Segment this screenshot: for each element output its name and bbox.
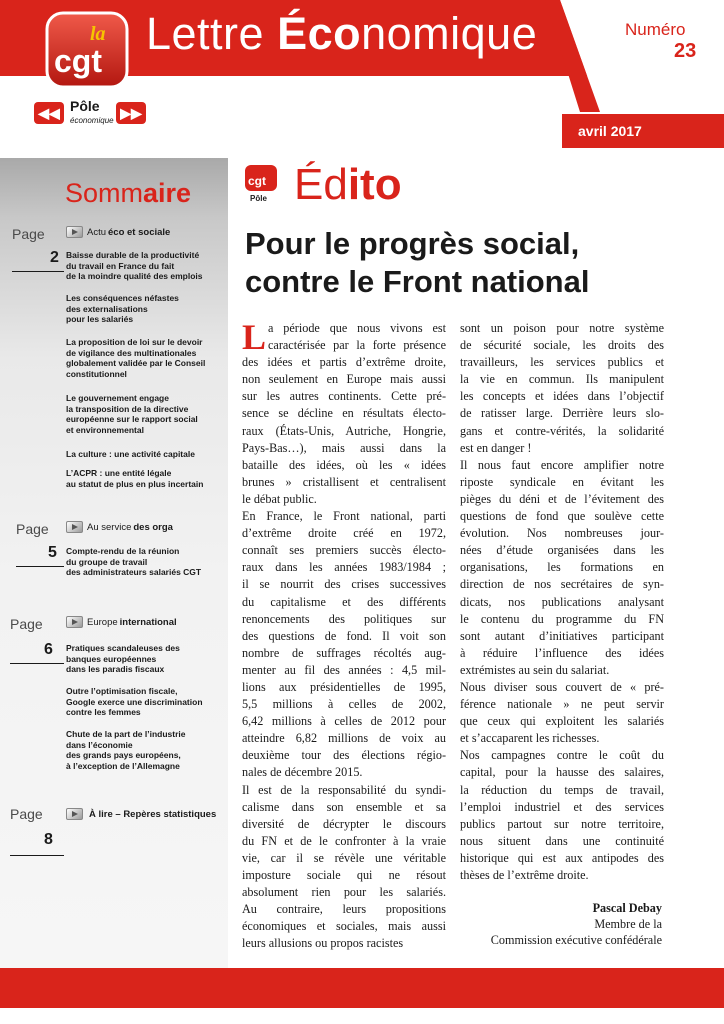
page-rule: [12, 271, 64, 272]
article-line: sont un poison pour notre système: [460, 321, 664, 335]
article-line: du FN et de le confronter à la vraie: [242, 833, 446, 848]
page-rule: [10, 855, 64, 856]
article-line: l’emploi industriel et des services: [460, 799, 664, 814]
signature-block: [470, 900, 662, 948]
article-line: atteindre 6,82 millions de voix au: [242, 731, 446, 746]
article-line: Au contraire, leurs propositions: [242, 902, 446, 917]
article-line: pièges du déni et de l’évitement des: [460, 491, 664, 506]
article-line: connaît ses premiers succès électo-: [242, 543, 446, 558]
article-line: lions aux présidentielles de 1995,: [242, 679, 446, 694]
pole-economique-badge: [34, 96, 146, 132]
article-line: sont autant d’initiatives participant: [460, 628, 664, 643]
article-line: publics partout sur notre territoire,: [460, 816, 664, 831]
article-line: du capitalisme et des différents: [242, 594, 446, 609]
issue-number-value: 23: [674, 40, 697, 62]
article-line: organisations, les formations en: [460, 560, 664, 575]
publication-title: Lettre Économique: [146, 8, 538, 59]
article-column-1: [242, 317, 446, 952]
page-number: 5: [48, 544, 57, 561]
article-line: et s’accaparent les richesses.: [460, 731, 600, 746]
page-rule: [10, 663, 64, 664]
pole-title: Pôle: [70, 98, 100, 114]
article-line: Pays-Bas…), mais aussi dans la: [242, 440, 446, 455]
article-line: dicats, nos publications analysant: [460, 594, 664, 609]
page-number: 8: [44, 831, 53, 848]
section-heading-a-lire[interactable]: À lire – Repères statistiques: [66, 808, 216, 820]
article-line: 5,5 millions à celles de 2002,: [242, 697, 446, 712]
article-line: caractérisée par la forte présence: [268, 338, 446, 353]
article-line: le débat public.: [242, 491, 317, 506]
article-line: imposture sociale qui ne résout: [242, 868, 446, 882]
toc-item[interactable]: L’ACPR : une entité légale au statut de plus en plus incertain: [66, 468, 204, 489]
cgt-logo: [44, 10, 130, 90]
pole-subtitle: économique: [70, 116, 114, 125]
article-line: économiques et sociales, mais aussi: [242, 919, 446, 934]
page-number: 6: [44, 641, 53, 658]
article-line: deuxième tour des élections régio-: [242, 748, 446, 763]
article-line: sence se décline en résultats électo-: [242, 406, 446, 421]
article-line: Nous diviser sous couvert de « pré-: [460, 679, 664, 694]
article-line: raux (États-Unis, Autriche, Hongrie,: [242, 423, 446, 438]
article-line: la vie en commun. Ils manipulent: [460, 372, 664, 387]
article-line: férence nationale » ne peut servir: [460, 697, 664, 712]
toc-item[interactable]: La culture : une activité capitale: [66, 449, 195, 459]
article-line: historique qui est aux antipodes des: [460, 850, 664, 865]
author-name: Pascal Debay: [592, 901, 662, 915]
edito-headline: Pour le progrès social, contre le Front national: [245, 226, 590, 299]
article-line: d’extrême droite créé en 1972,: [242, 526, 446, 541]
arrow-icon: [66, 808, 83, 820]
forward-arrows-icon: ▶▶: [116, 102, 146, 124]
article-line: nées d’étude organisées dans les: [460, 543, 664, 558]
article-line: menter au fil des années : 4,5 mil-: [242, 662, 446, 677]
issue-number-label: Numéro: [625, 20, 686, 39]
article-line: capital, pour la hausse des salaires,: [460, 765, 664, 780]
article-line: direction de nos secrétaires de syn-: [460, 577, 664, 592]
drop-cap: L: [242, 317, 267, 357]
article-line: non seulement en Europe mais aussi: [242, 372, 446, 387]
article-line: le contenu du programme du FN: [460, 611, 664, 626]
toc-item[interactable]: Outre l’optimisation fiscale, Google exerce une discrimination contre les femmes: [66, 686, 203, 717]
article-line: brunes » cristallisent et centralisent: [242, 474, 446, 489]
article-line: sur les autres continents. Cette pré-: [242, 389, 446, 404]
article-line: En France, le Front national, parti: [242, 509, 446, 524]
article-line: raux dans les années 1983/1984 ;: [242, 560, 446, 575]
toc-item[interactable]: Pratiques scandaleuses des banques européennes dans les paradis fiscaux: [66, 643, 180, 674]
toc-item[interactable]: Compte-rendu de la réunion du groupe de travail des administrateurs salariés CGT: [66, 546, 202, 577]
sommaire-title: Sommaire: [65, 178, 192, 208]
section-heading-actu[interactable]: Actu éco et sociale: [66, 226, 170, 238]
article-line: Nos campagnes contre le coût du: [460, 748, 664, 763]
article-line: Il est de la responsabilité du syndi-: [242, 782, 446, 797]
arrow-icon: [66, 521, 83, 533]
article-line: leurs allusions ou propos racistes: [242, 936, 404, 951]
toc-item[interactable]: Chute de la part de l’industrie dans l’économie des grands pays européens, à l’exception de l’Allemagne: [66, 729, 186, 771]
article-line: absolument rien pour les salariés.: [242, 885, 446, 900]
article-line: travailleurs, les services publics et: [460, 355, 664, 370]
article-line: diversité de décrypter le discours: [242, 816, 446, 831]
logo-cgt-text: cgt: [54, 43, 102, 79]
article-line: de ratisser large. Derrière leurs slo-: [460, 406, 664, 421]
arrow-icon: [66, 616, 83, 628]
issue-date: avril 2017: [562, 114, 724, 148]
article-line: la réduction du temps de travail,: [460, 782, 664, 797]
author-role: Membre de la: [594, 917, 662, 931]
article-line: vie, car il se révèle une véritable: [242, 850, 446, 865]
article-line: est en danger !: [460, 440, 532, 455]
page-label: Page: [10, 616, 43, 632]
page-label: Page: [16, 521, 49, 537]
edito-cgt-logo: [244, 164, 278, 204]
article-line: évolution. Nos nombreuses jour-: [460, 526, 664, 541]
toc-item[interactable]: La proposition de loi sur le devoir de vigilance des multinationales globalement validée par le Conseil constitutionnel: [66, 337, 206, 379]
arrow-icon: [66, 226, 83, 238]
article-line: renoncements des politiques sur: [242, 611, 446, 626]
article-line: gans et contre-vérités, la solidarité: [460, 423, 664, 438]
article-line: 6,42 millions à celles de 2012 pour: [242, 714, 446, 729]
page-label: Page: [12, 226, 45, 242]
article-line: les concepts et idées dans l’objectif: [460, 389, 664, 404]
article-column-2: [460, 320, 664, 884]
article-line: bataille des idées, où les « idées: [242, 457, 446, 472]
article-line: nous situent dans une continuité: [460, 833, 664, 848]
article-line: Il nous faut encore amplifier notre: [460, 457, 664, 472]
article-line: questions de fond que soulève cette: [460, 509, 664, 524]
article-line: calisme dans son ensemble et sa: [242, 799, 446, 814]
article-line: il se nourrit des crises successives: [242, 577, 446, 592]
article-line: des idées et partis d’extrême droite,: [242, 355, 446, 370]
edito-title: Édito: [294, 160, 402, 209]
author-role: Commission exécutive confédérale: [490, 933, 662, 947]
toc-item[interactable]: Baisse durable de la productivité du travail en France du fait de la moindre qualité des emplois: [66, 250, 203, 281]
article-line: nombre de suffrages récoltés aug-: [242, 645, 446, 660]
article-line: thèses de l’extrême droite.: [460, 868, 589, 882]
toc-item[interactable]: Les conséquences néfastes des externalisations pour les salariés: [66, 293, 179, 324]
article-line: nales de décembre 2015.: [242, 765, 363, 780]
toc-item[interactable]: Le gouvernement engage la transposition de la directive européenne sur le rapport social et environnemental: [66, 393, 198, 435]
section-heading-europe[interactable]: Europe international: [66, 616, 177, 628]
article-line: à réduire l’influence des idées: [460, 645, 664, 660]
page-label: Page: [10, 806, 43, 822]
article-line: extrémistes au sein du salariat.: [460, 662, 610, 677]
section-heading-orga[interactable]: Au service des orga: [66, 521, 173, 533]
svg-text:Pôle: Pôle: [250, 194, 267, 203]
footer-band: [0, 968, 724, 1008]
article-line: de sécurité sociale, les droits des: [460, 338, 664, 353]
rewind-arrows-icon: ◀◀: [34, 102, 64, 124]
page-rule: [16, 566, 64, 567]
page-number: 2: [50, 249, 59, 266]
logo-la-text: la: [90, 23, 106, 45]
svg-text:cgt: cgt: [248, 174, 266, 188]
article-line: a période que nous vivons est: [268, 321, 446, 335]
article-line: riposte syndicale en évitant les: [460, 474, 664, 489]
article-line: que ceux qui exploitent les salariés: [460, 714, 664, 729]
article-line: des questions de fond. Il voit son: [242, 628, 446, 643]
